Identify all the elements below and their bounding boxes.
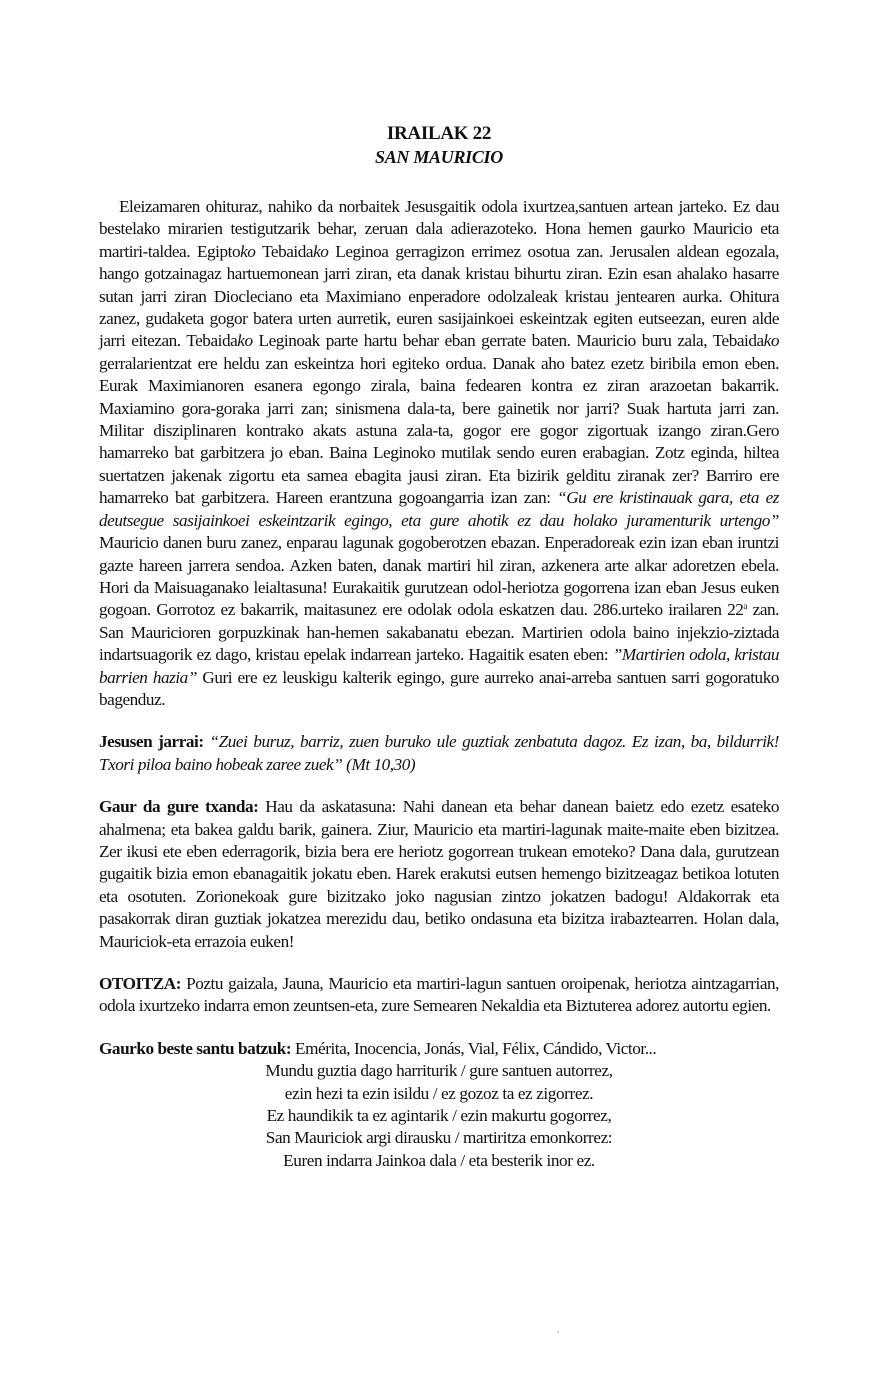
story-text-run: Mauricio danen buru zanez, enparau lagunak gogoberotzen ebazan. Enperadoreak ezin izan eban iruntzi gazte hareen jarrera sendoa. Azken baten, danak martiri hil ziran, azkenera arte alkar adoretzen ebela. Hori da Maisuaganako leialtasuna! Eurakaitik gurutzean odol-heriotza gogorrena izan eban Jesus euken gogoan. Gorrotoz ez bakarrik, maitasunez ere odolak odola eskatzen dau. 286.urteko irailaren 22 — [99, 533, 779, 620]
story-italic-run: ko — [240, 241, 256, 261]
other-saints-paragraph — [99, 1038, 779, 1060]
poem-line: ezin hezi ta ezin isildu / ez gozoz ta ez zigorrez. — [284, 1083, 594, 1103]
poem-line: Mundu guztia dago harriturik / gure santuen autorrez, — [265, 1061, 613, 1081]
story-italic-run: ko — [313, 241, 329, 261]
story-italic-run: ko — [237, 331, 253, 351]
jesusen-jarrai-label: Jesusen jarrai: — [99, 732, 204, 752]
story-italic-run: ”Martirien odola, kristau barrien hazia” — [99, 645, 779, 687]
story-text-run: Leginoak parte hartu behar eban gerrate baten. Mauricio buru zala, Tebaida — [252, 331, 764, 351]
story-text-run: zan. San Mauricioren gorpuzkinak han-hemen sakabanatu ebezan. Martirien odola baino injekzio-ziztada indartsuagorik ez dago, kristau epelak indarrean jarteko. Hagaitik esaten eben: — [99, 600, 779, 665]
saint-name-subtitle: SAN MAURICIO — [375, 147, 503, 167]
story-paragraph — [99, 196, 779, 711]
gaur-da-label: Gaur da gure txanda: — [99, 797, 259, 817]
poem-line: Ez haundikik ta ez agintarik / ezin makurtu gogorrez, — [266, 1106, 612, 1126]
ordinal-superscript: a — [743, 601, 747, 612]
otoitza-label: OTOITZA: — [99, 974, 182, 993]
otoitza-paragraph — [99, 973, 779, 1018]
story-text-run: Leginoa gerragizon errimez osotua zan. Jerusalen aldean egozala, hango gotzainagaz hartuemonean jarri ziran, eta danak kristau bihurtu ziran. Ezin esan ahalako hasarre sutan jarri ziran Diocleciano eta Maximiano enperadore odolzaleak kristau jentearen aurka. Ohitura zanez, gudaketa gogor batera urten aurretik, euren sasijainkoei eskeintzak egiten eutseezan, euren alde jarri eitezan. Tebaida — [99, 241, 779, 351]
story-italic-run: “Gu ere kristinauak gara, eta ez deutsegue sasijainkoei eskeintzarik egingo, eta gure ahotik ez dau holako juramenturik urtengo” — [99, 488, 779, 530]
gaur-da-paragraph — [99, 796, 779, 953]
story-text-run: Guri ere ez leuskigu kalterik egingo, gure aurreko anai-arreba santuen sarri gogoratuko bagenduz. — [99, 667, 779, 709]
poem — [99, 1060, 779, 1172]
jesusen-jarrai-paragraph — [99, 731, 779, 776]
story-italic-run: ko — [763, 331, 779, 351]
otoitza-text: Poztu gaizala, Jauna, Mauricio eta martiri-lagun santuen oroipenak, heriotza aintzagarrian, odola ixurtzeko indarra emon zeuntsen-eta, zure Semearen Nekaldia eta Biztuterea adorez autortu egien. — [99, 974, 779, 1016]
other-saints-list: Emérita, Inocencia, Jonás, Vial, Félix, Cándido, Victor... — [291, 1038, 657, 1058]
document-page — [99, 122, 779, 1172]
page-title: IRAILAK 22 — [386, 123, 492, 144]
scan-speck — [557, 1331, 559, 1333]
jesusen-jarrai-quote: “Zuei buruz, barriz, zuen buruko ule guztiak zenbatuta dagoz. Ez izan, ba, bildurrik! Txori piloa baino hobeak zaree zuek” (Mt 10,30) — [99, 732, 779, 774]
other-saints-label: Gaurko beste santu batzuk: — [99, 1038, 292, 1058]
poem-line: San Mauriciok argi dirausku / martiritza emonkorrez: — [265, 1128, 613, 1148]
story-text-run: Tebaida — [255, 241, 314, 261]
story-text-run: Eleizamaren ohituraz, nahiko da norbaitek Jesusgaitik odola ixurtzea,santuen artean jarteko. Ez dau bestelako mirarien testigutzarik behar, zeruan dala adierazoteko. Hona hemen gaurko Mauricio eta martiri-taldea. Egipto — [99, 197, 779, 261]
poem-line: Euren indarra Jainkoa dala / eta besterik inor ez. — [283, 1150, 595, 1170]
gaur-da-text: Hau da askatasuna: Nahi danean eta behar danean baietz edo ezetz esateko ahalmena; eta bakea galdu barik, gainera. Ziur, Mauricio eta martiri-lagunak maite-maite eben bizitzea. Zer ikusi ete eben ederragorik, bizia bera ere heriotz gogorrean trukean emoteko? Dana dala, gurutzean gugaitik bizia emon ebanagaitik jokatu eben. Harek erakutsi eutsen hemengo bizitzeagaz betikoa lotuten eta osotuten. Zorionekoak gure bizitzako joko nagusian zintzo jokatzen badogu! Aldakorrak eta pasakorrak diran guztiak jokatzea merezidu dau, betiko ondasuna eta bizitza irabaztearren. Holan dala, Mauriciok-eta errazoia euken! — [99, 797, 780, 951]
story-text-run: gerralarientzat ere heldu zan eskeintza hori egiteko ordua. Danak aho batez ezetz biribila emon eben. Eurak Maximianoren esanera egongo zirala, baina fedearen kontra ez ziran arazoetan bakarrik. Maxiamino gora-goraka jarri zan; sinismena dala-ta, bere gainetik nor jarri? Suak hartuta jarri zan. Militar disziplinaren kontrako akats astuna zala-ta, gogor ere gogor zigortuak izango ziran.Gero hamarreko bat garbitzera jo eban. Baina Leginoko mutilak sendo euren erabagian. Zotz eginda, hiltea suertatzen jakenak zigortu eta samea ebagita jausi ziran. Eta bizirik gelditu ziranak zer? Barriro ere hamarreko bat garbitzera. Hareen erantzuna gogoangarria izan zan: — [99, 353, 779, 508]
